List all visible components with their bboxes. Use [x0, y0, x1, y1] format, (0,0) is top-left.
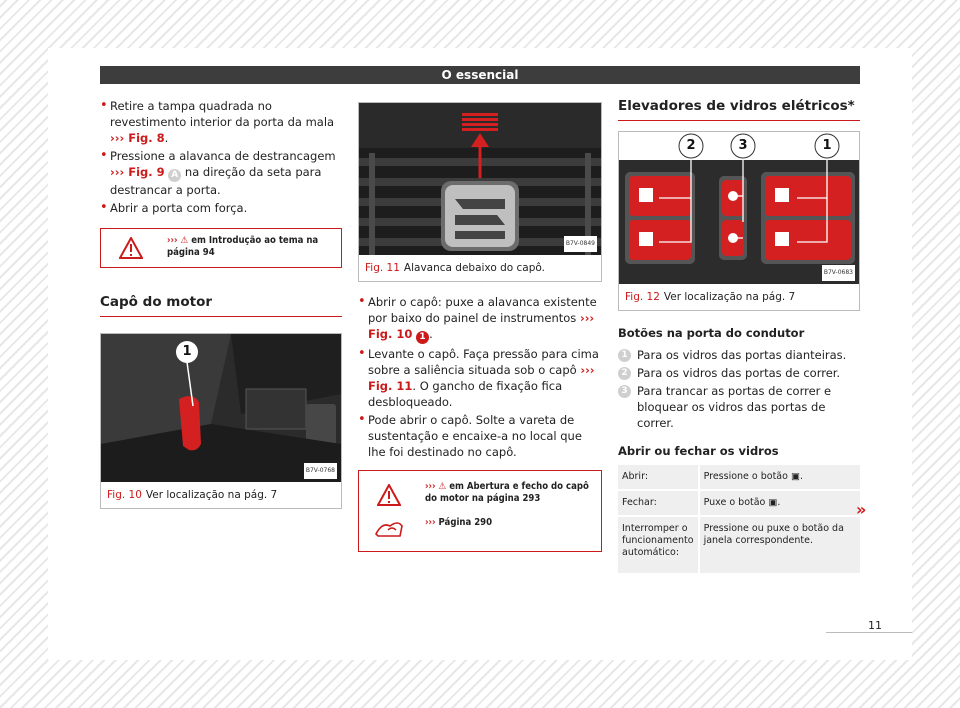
column-1 [100, 98, 342, 509]
warning-box [358, 470, 602, 552]
window-switches-photo [619, 132, 859, 284]
figure-caption: Ver localização na pág. 7 [663, 291, 796, 303]
warning-triangle-icon [377, 484, 401, 506]
figure-callout: 3 [738, 138, 748, 153]
column-3 [618, 98, 860, 575]
link-arrows[interactable]: ››› [167, 235, 178, 246]
hood-lever-photo [101, 334, 341, 482]
image-code: B7V-0683 [822, 265, 855, 281]
page-number: 11 [868, 619, 882, 632]
figure-callout: 1 [822, 138, 832, 153]
chapter-header: O essencial [100, 66, 860, 84]
callout-badge: 2 [618, 367, 631, 380]
figure-12 [618, 131, 860, 311]
list-item: 1 Para os vidros das portas dianteiras. [618, 347, 860, 363]
figure-callout: 1 [182, 344, 192, 359]
figure-caption: Ver localização na pág. 7 [145, 489, 278, 501]
warning-triangle-icon [119, 237, 143, 259]
bullet-item: • Levante o capô. Faça pressão para cima sobre a saliência situada sob o capô ››› Fig. 11. O gancho de fixação fica desbloqueado. [358, 346, 599, 409]
bullet-dot: • [100, 200, 108, 215]
bullet-dot: • [100, 98, 108, 113]
warning-box [100, 228, 342, 268]
bullet-dot: • [358, 346, 366, 361]
section-title: Elevadores de vidros elétricos* [618, 98, 860, 121]
figure-11 [358, 102, 602, 282]
window-switch-icon: ▣ [768, 497, 778, 508]
bullet-dot: • [100, 148, 108, 163]
figure-number: Fig. 11 [365, 262, 400, 274]
figure-link[interactable]: ››› Fig. 10 [368, 311, 595, 341]
bullet-dot: • [358, 412, 366, 427]
warning-link[interactable]: em Introdução ao tema na página 94 [167, 235, 319, 258]
image-code: B7V-0768 [304, 463, 337, 479]
figure-10 [100, 333, 342, 509]
figure-link[interactable]: ››› Fig. 9 [110, 165, 165, 179]
link-arrows[interactable]: ››› [425, 517, 436, 528]
bullet-item: • Pressione a alavanca de destrancagem ››› Fig. 9 A na direção da seta para destrancar a porta. [100, 148, 336, 197]
page-link[interactable]: Página 290 [438, 517, 493, 528]
section-title: Capô do motor [100, 294, 342, 317]
table-cell-value: Pressione ou puxe o botão da janela correspondente. [699, 516, 860, 574]
callout-badge: A [168, 169, 181, 182]
list-item: 3 Para trancar as portas de correr e bloquear os vidros das portas de correr. [618, 383, 860, 431]
link-arrows[interactable]: ››› [425, 481, 436, 492]
callout-badge: 3 [618, 385, 631, 398]
warning-link[interactable]: em Abertura e fecho do capô do motor na página 293 [425, 481, 589, 504]
figure-caption: Alavanca debaixo do capô. [403, 262, 545, 274]
list-item: 2 Para os vidros das portas de correr. [618, 365, 860, 381]
callout-badge: 1 [416, 331, 429, 344]
window-switch-icon: ▣ [790, 471, 800, 482]
subheading: Botões na porta do condutor [618, 326, 805, 340]
table-cell-value: Puxe o botão ▣. [699, 490, 860, 516]
small-warning-icon: ⚠ [180, 235, 189, 246]
figure-number: Fig. 10 [107, 489, 142, 501]
window-operation-table [618, 465, 860, 575]
bullet-item: • Pode abrir o capô. Solte a vareta de sustentação e encaixe-a no local que lhe foi destinado no capô. [358, 412, 582, 459]
image-code: B7V-0849 [564, 236, 597, 252]
figure-callout: 2 [686, 138, 696, 153]
bullet-item: • Abrir a porta com força. [100, 200, 248, 215]
table-cell-key: Interromper o funcionamento automático: [618, 516, 699, 574]
environment-icon [374, 516, 404, 538]
table-row [618, 465, 860, 490]
page-number-rule [826, 632, 912, 633]
table-row [618, 516, 860, 574]
table-cell-key: Fechar: [618, 490, 699, 516]
table-cell-key: Abrir: [618, 465, 699, 490]
small-warning-icon: ⚠ [438, 481, 447, 492]
bullet-dot: • [358, 294, 366, 309]
column-2 [358, 102, 602, 552]
callout-badge: 1 [618, 349, 631, 362]
table-row [618, 490, 860, 516]
seat-grille-photo [359, 103, 601, 255]
continue-mark: » [856, 500, 867, 519]
subheading: Abrir ou fechar os vidros [618, 444, 779, 458]
figure-link[interactable]: ››› Fig. 8 [110, 131, 165, 145]
table-cell-value: Pressione o botão ▣. [699, 465, 860, 490]
bullet-item: • Retire a tampa quadrada no revestimento interior da porta da mala ››› Fig. 8. [100, 98, 335, 145]
figure-number: Fig. 12 [625, 291, 660, 303]
bullet-item: • Abrir o capô: puxe a alavanca existente por baixo do painel de instrumentos ››› Fig. 10 1 . [358, 294, 597, 342]
figure-link[interactable]: ››› Fig. 11 [368, 363, 595, 393]
